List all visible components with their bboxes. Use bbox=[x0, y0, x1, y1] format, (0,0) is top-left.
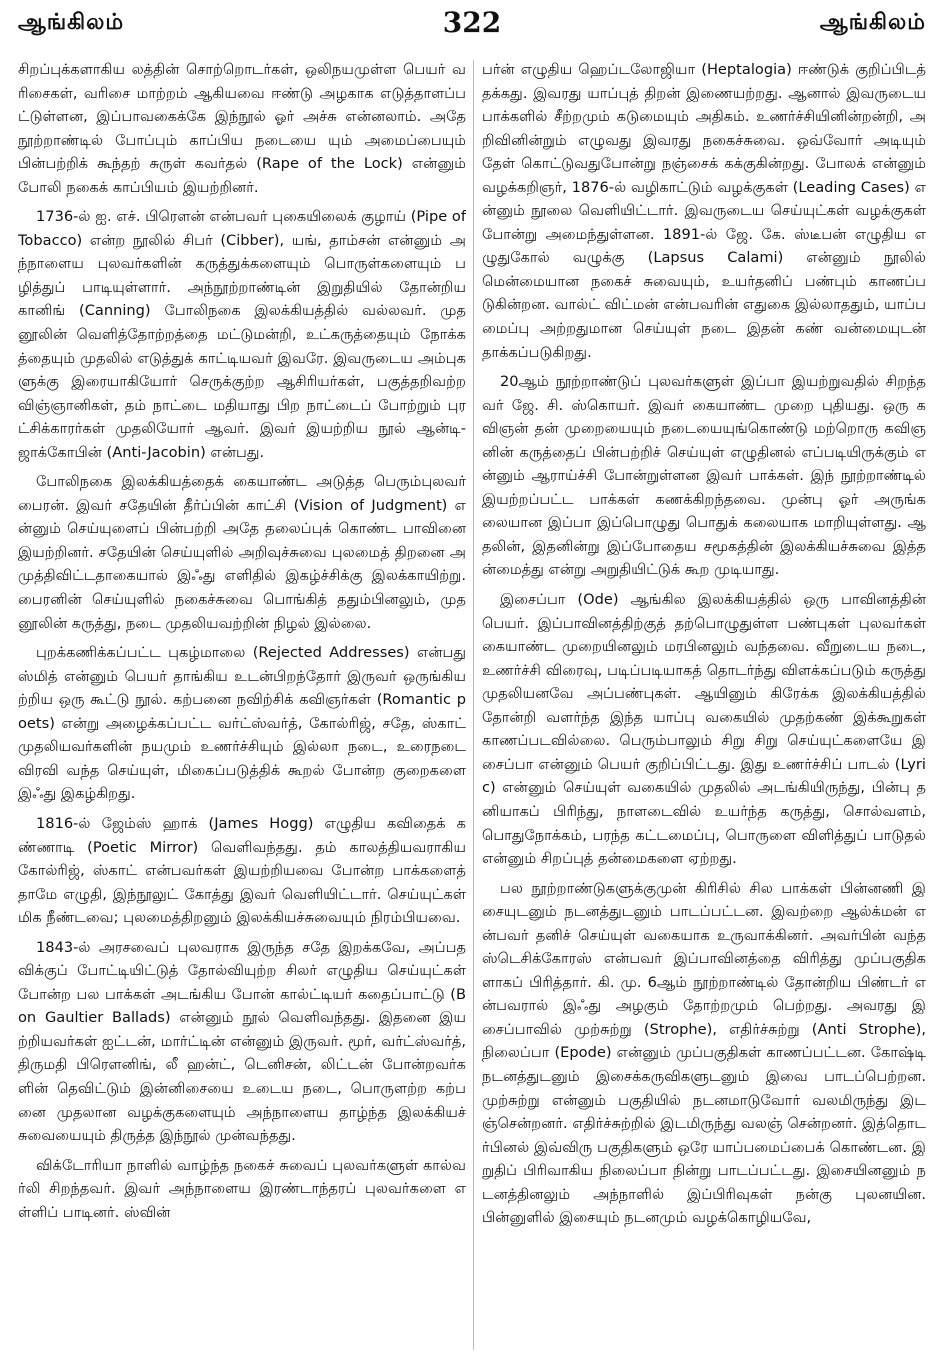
paragraph: சிறப்புக்களாகிய லத்தின் சொற்றொடர்கள், ஒலிநயமுள்ள பெயர் வரிசைகள், வரிசை மாற்றம் ஆகியவை ஈண்டு அழகாக எடுத்தாளப்பட்டுள்ளன, இப்பாவகைக்கே இந்நூல் ஓர் அச்சு என்னலாம். அதே நூற்றாண்டில் போப்பும் காப்பிய நடையை யும் அமைப்பையும் பின்பற்றிக் கூந்தற் சுருள் கவர்தல் (Rape of the Lock) என்னும் போலி நகைக் காப்பியம் இயற்றினர். bbox=[18, 61, 466, 196]
paragraph: 20ஆம் நூற்றாண்டுப் புலவர்களுள் இப்பா இயற்றுவதில் சிறந்தவர் ஜே. சி. ஸ்கொயர். இவர் கையாண்ட முறை புதியது. ஒரு கவிஞன் தன் முறையையும் நடையையுங்கொண்டு மற்றொரு கவிஞனின் கருத்தைப் பின்பற்றிச் செய்யுள் எழுதினல் எப்படியிருக்கும் என்னும் ஆராய்ச்சி போன்றுள்ளன இவர் பாக்கள். இந் நூற்றாண்டில் இயற்றப்பட்ட பாக்கள் கணக்கிறந்தவை. முன்பு ஓர் அருங்கலையான இப்பா இப்பொழுது பொதுக் கலையாக மாறியுள்ளது. ஆதலின், இதனின்று இப்போதைய சமூகத்தின் இலக்கியச்சுவை இத்தன்மைத்து என்று அறுதியிட்டுக் கூற முடியாது. bbox=[482, 373, 926, 579]
page-number: 322 bbox=[442, 6, 502, 39]
paragraph: புறக்கணிக்கப்பட்ட புகழ்மாலை (Rejected Addresses) என்பது ஸ்மித் என்னும் பெயர் தாங்கிய உடன்பிறந்தோர் இருவர் ஒருங்கியற்றிய ஒரு கூட்டு நூல். கற்பனை நவிற்சிக் கவிஞர்கள் (Romantic poets) என்று அழைக்கப்பட்ட வர்ட்ஸ்வர்த், கோல்ரிஜ், சதே, ஸ்காட் முதலியவர்களின் நயமும் உணர்ச்சியும் இல்லா நடை, உரைநடை விரவி வந்த செய்யுள், மிகைப்படுத்திக் கூறல் போன்ற குறைகளை இஃது இகழ்கிறது. bbox=[18, 644, 466, 803]
paragraph: பல நூற்றாண்டுகளுக்குமுன் கிரிசில் சில பாக்கள் பின்னணி இசையுடனும் நடனத்துடனும் பாடப்பட்டன. இவற்றை ஆல்க்மன் என்பவர் தனிச் செய்யுள் வகையாக உருவாக்கினர். அவர்பின் வந்த ஸ்டெசிக்கோரஸ் என்பவர் இப்பாவினத்தை விரித்து முப்பகுதிகளாகப் பிரித்தார். கி. மு. 6ஆம் நூற்றாண்டில் தோன்றிய பிண்டர் என்பவரால் இஃது அழகும் தோற்றமும் பெற்றது. அவரது இசைப்பாவில் முற்சுற்று (Strophe), எதிர்ச்சுற்று (Anti Strophe), நிலைப்பா (Epode) என்னும் முப்பகுதிகள் காணப்பட்டன. கோஷ்டி நடனத்துடனும் இசைக்கருவிகளுடனும் இவை பாடப்பெற்றன. முற்சுற்று என்னும் பகுதியில் நடனமாடுவோர் வலமிருந்து இடஞ்சென்றனர். எதிர்ச்சுற்றில் இடமிருந்து வலஞ் சென்றனர். இத்தொடர்பினல் இவ்விரு பகுதிகளும் ஒரே யாப்பமைப்பைக் கொண்டன. இறுதிப் பிரிவாகிய நிலைப்பா நின்று பாடப்பட்டது. இசையினனும் நடனத்தினலும் அந்நாளில் இப்பிரிவுகள் நன்கு புலனயின. பின்னுளில் இசையும் நடனமும் வழக்கொழியவே, bbox=[482, 879, 926, 1227]
right-column bbox=[482, 58, 926, 1356]
paragraph: விக்டோரியா நாளில் வாழ்ந்த நகைச் சுவைப் புலவர்களுள் கால்வர்லி சிறந்தவர். இவர் அந்நாளைய இரண்டாந்தரப் புலவர்களை எள்ளிப் பாடினர். ஸ்வின் bbox=[18, 1156, 466, 1221]
column-divider bbox=[473, 60, 474, 1350]
paragraph: 1843-ல் அரசவைப் புலவராக இருந்த சதே இறக்கவே, அப்பதவிக்குப் போட்டியிட்டுத் தோல்வியுற்ற சிலர் எழுதிய செய்யுட்கள் போன்ற பல பாக்கள் அடங்கிய போன் கால்ட்டியர் கதைப்பாட்டு (Bon Gaultier Ballads) என்னும் நூல் வெளிவந்தது. இதனை இயற்றியவர்கள் ஐட்டன், மார்ட்டின் என்னும் இருவர். மூர், வர்ட்ஸ்வர்த், திருமதி பிரௌனிங், லீ ஹன்ட், டெனிசன், லிட்டன் போன்றவர்களின் தெவிட்டும் இன்னிசையை உடைய நடை, பொருளற்ற கற்பனை முதலான வழக்குகளையும் அந்நாளைய தாழ்ந்த இலக்கியச் சுவையையும் திருத்த இந்நூல் முன்வந்தது. bbox=[18, 938, 466, 1145]
paragraph: 1736-ல் ஐ. எச். பிரௌன் என்பவர் புகையிலைக் குழாய் (Pipe of Tobacco) என்ற நூலில் சிபர் (Cibber), யங், தாம்சன் என்னும் அந்நாளைய புலவர்களின் கருத்துக்களையும் பொருள்களையும் பழித்துப் பாடியுள்ளார். அந்நூற்றாண்டின் இறுதியில் தோன்றிய கானிங் (Canning) போலிநகை இலக்கியத்தில் வல்லவர். முதனூலின் வெளித்தோற்றத்தை மட்டுமன்றி, உட்கருத்தையும் நோக்கத்தையும் முதலில் எடுத்துக் காட்டியவர் இவரே. இவருடைய அம்புகளுக்கு இரையாகியோர் செருக்குற்ற ஆசிரியர்கள், பகுத்தறிவற்ற விஞ்ஞானிகள், தம் நாட்டை மதியாது பிற நாட்டைப் போற்றும் புரட்சிக்காரர்கள் முதலியோர் ஆவர். இவர் இயற்றிய நூல் ஆன்டி-ஜாக்கோபின் (Anti-Jacobin) என்பது. bbox=[18, 208, 466, 461]
running-title-left: ஆங்கிலம் bbox=[18, 10, 125, 35]
page-header bbox=[18, 4, 926, 44]
paragraph: இசைப்பா (Ode) ஆங்கில இலக்கியத்தில் ஒரு பாவினத்தின் பெயர். இப்பாவினத்திற்குத் தற்பொழுதுள்ள பண்புகள் புலவர்கள் கையாண்ட முறையினலும் மரபினலும் வந்தவை. வீறுடைய நடை, உணர்ச்சி விரைவு, படிப்படியாகத் தொடர்ந்து விளக்கப்படும் கருத்து முதலியனவே அப்பண்புகள். ஆயினும் கிரேக்க இலக்கியத்தில் தோன்றி வளர்ந்த இந்த யாப்பு வகையில் முதற்கண் இக்கூறுகள் காணப்படவில்லை. பெரும்பாலும் சிறு சிறு செய்யுட்களையே இசைப்பா என்னும் பெயர் குறிப்பிட்டது. இது உணர்ச்சிப் பாடல் (Lyric) என்னும் செய்யுள் வகையில் முதலில் அடங்கியிருந்து, பின்பு தனியாகப் பிரிந்து, நாளடைவில் உயர்ந்த கருத்து, சொல்வளம், பொதுநோக்கம், பரந்த கட்டமைப்பு, பொருளை விளித்துப் பாடுதல் என்னும் சிறப்புத் தன்மைகளை ஏற்றது. bbox=[482, 591, 926, 868]
paragraph: போலிநகை இலக்கியத்தைக் கையாண்ட அடுத்த பெரும்புலவர் பைரன். இவர் சதேயின் தீர்ப்பின் காட்சி (Vision of Judgment) என்னும் செய்யுளைப் பின்பற்றி அதே தலைப்புக் கொண்ட பாவினை இயற்றினர். சதேயின் செய்யுளில் அறிவுச்சுவை புலமைத் திறனை அமுத்திவிட்டதாகையால் இஃது எளிதில் இகழ்ச்சிக்கு இலக்காயிற்று. பைரனின் செய்யுளில் நகைச்சுவை பொங்கித் ததும்பினலும், முதனூலின் கருத்து, நடை முதலியவற்றின் நிழல் இல்லை. bbox=[18, 473, 466, 632]
running-title-right: ஆங்கிலம் bbox=[819, 10, 926, 35]
paragraph: பர்ன் எழுதிய ஹெப்டலோஜியா (Heptalogia) ஈண்டுக் குறிப்பிடத் தக்கது. இவரது யாப்புத் திறன் இணையற்றது. ஆனால் இவருடைய பாக்களில் சீற்றமும் கடுமையும் அதிகம். உணர்ச்சியினின்றன்றி, அறிவினின்றும் எழுவது இவரது நகைச்சுவை. ஒவ்வோர் அடியும் தேள் கொட்டுவதுபோன்று நஞ்சைக் கக்குகின்றது. போலக் என்னும் வழக்கறிஞர், 1876-ல் வழிகாட்டும் வழக்குகள் (Leading Cases) என்னும் நூலை வெளியிட்டார். இவருடைய செய்யுட்கள் வழக்குகள் போன்று அமைந்துள்ளன. 1891-ல் ஜே. கே. ஸ்டீபன் எழுதிய எழுதுகோல் வழுக்கு (Lapsus Calami) என்னும் நூலில் மென்மையான நகைச் சுவையும், உயர்தனிப் பண்பும் காணப்படுகின்றன. வால்ட் விட்மன் என்பவரின் எதுகை இல்லாததும், யாப்பமைப்பு அற்றதுமான செய்யுள் நடை இதன் கண் வன்மையுடன் தாக்கப்படுகிறது. bbox=[482, 61, 926, 361]
paragraph: 1816-ல் ஜேம்ஸ் ஹாக் (James Hogg) எழுதிய கவிதைக் கண்ணாடி (Poetic Mirror) வெளிவந்தது. தம் காலத்தியவராகிய கோல்ரிஜ், ஸ்காட் என்பவர்கள் இயற்றியவை போன்ற பாக்களைத் தாமே எழுதி, இந்நூலுட் கோத்து இவர் வெளியிட்டார். செய்யுட்கள் மிக நீண்டவை; புலமைத்திறனும் இலக்கியச்சுவையும் நிரம்பியவை. bbox=[18, 814, 466, 927]
left-column bbox=[18, 58, 466, 1356]
